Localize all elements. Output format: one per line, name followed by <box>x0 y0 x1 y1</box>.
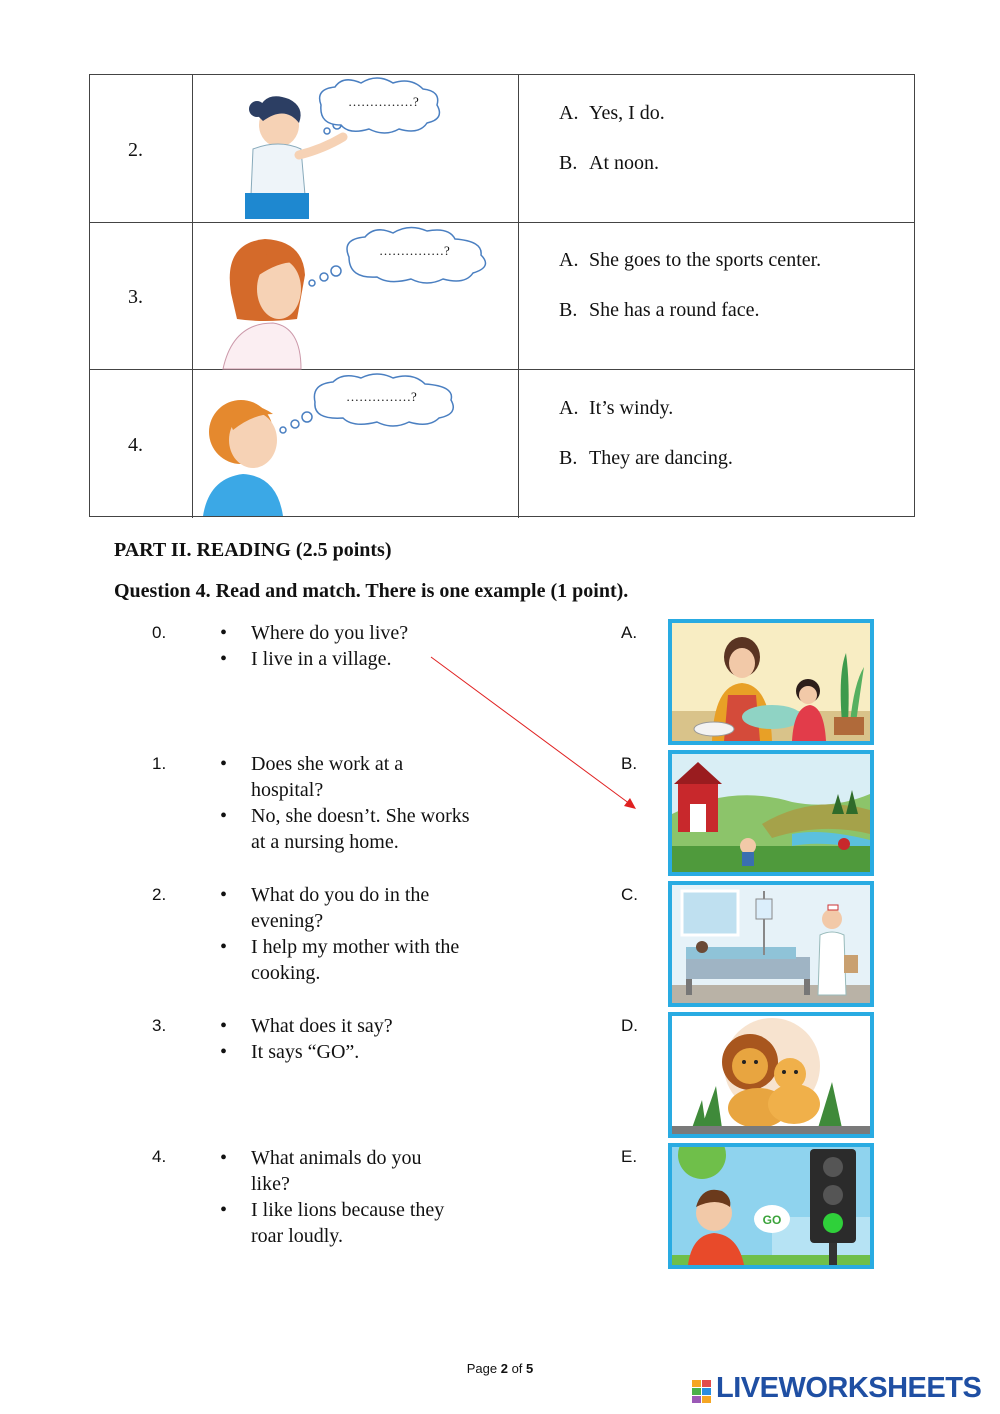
row-number: 2. <box>128 139 143 161</box>
question-number: 4. <box>152 1147 167 1166</box>
part-title: PART II. READING (2.5 points) <box>114 539 392 561</box>
brand-text: LIVEWORKSHEETS <box>716 1372 982 1404</box>
lions-scene-icon[interactable] <box>668 1012 874 1138</box>
farm-village-scene-icon[interactable] <box>668 750 874 876</box>
question-number: 2. <box>152 885 167 904</box>
dialogue-line: • Where do you live? <box>220 620 511 646</box>
question-number: 3. <box>152 1016 167 1035</box>
dialogue-line: • Does she work at a hospital? <box>220 751 431 803</box>
option-b: B. They are dancing. <box>559 447 733 469</box>
cooking-scene-icon[interactable] <box>668 619 874 745</box>
question-number: 1. <box>152 754 167 773</box>
dialogue-line: • What do you do in the evening? <box>220 882 461 934</box>
liveworksheets-logo[interactable] <box>692 1374 992 1408</box>
picture-letter: A. <box>621 623 638 642</box>
row-number: 3. <box>128 286 143 308</box>
hospital-nurse-scene-icon[interactable] <box>668 881 874 1007</box>
thought-bubble-text: ……………? <box>348 94 419 109</box>
traffic-light-go-scene-icon[interactable] <box>668 1143 874 1269</box>
option-a: A. Yes, I do. <box>559 102 665 124</box>
thought-bubble-text: ……………? <box>379 243 450 258</box>
option-a: A. It’s windy. <box>559 397 674 419</box>
option-b: B. At noon. <box>559 152 659 174</box>
go-sign-text: GO <box>762 1213 782 1227</box>
dialogue-line: • I help my mother with the cooking. <box>220 934 491 986</box>
dialogue-line: • I live in a village. <box>220 646 511 672</box>
option-a: A. She goes to the sports center. <box>559 249 822 271</box>
dialogue-line: • What animals do you like? <box>220 1145 441 1197</box>
question-number: 0. <box>152 623 167 642</box>
picture-letter: C. <box>621 885 638 904</box>
thought-bubble-text: ……………? <box>346 389 417 404</box>
picture-letter: E. <box>621 1147 638 1166</box>
dialogue-line: • It says “GO”. <box>220 1039 511 1065</box>
current-page: 2 <box>500 1361 508 1376</box>
page-footer: Page 2 of 5 <box>466 1361 534 1376</box>
row-number: 4. <box>128 434 143 456</box>
picture-letter: D. <box>621 1016 638 1035</box>
picture-letter: B. <box>621 754 638 773</box>
dialogue-line: • No, she doesn’t. She works at a nursing home. <box>220 803 481 855</box>
total-pages: 5 <box>526 1361 534 1376</box>
question-title: Question 4. Read and match. There is one example (1 point). <box>114 580 629 602</box>
dialogue-line: • I like lions because they roar loudly. <box>220 1197 466 1249</box>
dialogue-line: • What does it say? <box>220 1013 511 1039</box>
option-b: B. She has a round face. <box>559 299 760 321</box>
